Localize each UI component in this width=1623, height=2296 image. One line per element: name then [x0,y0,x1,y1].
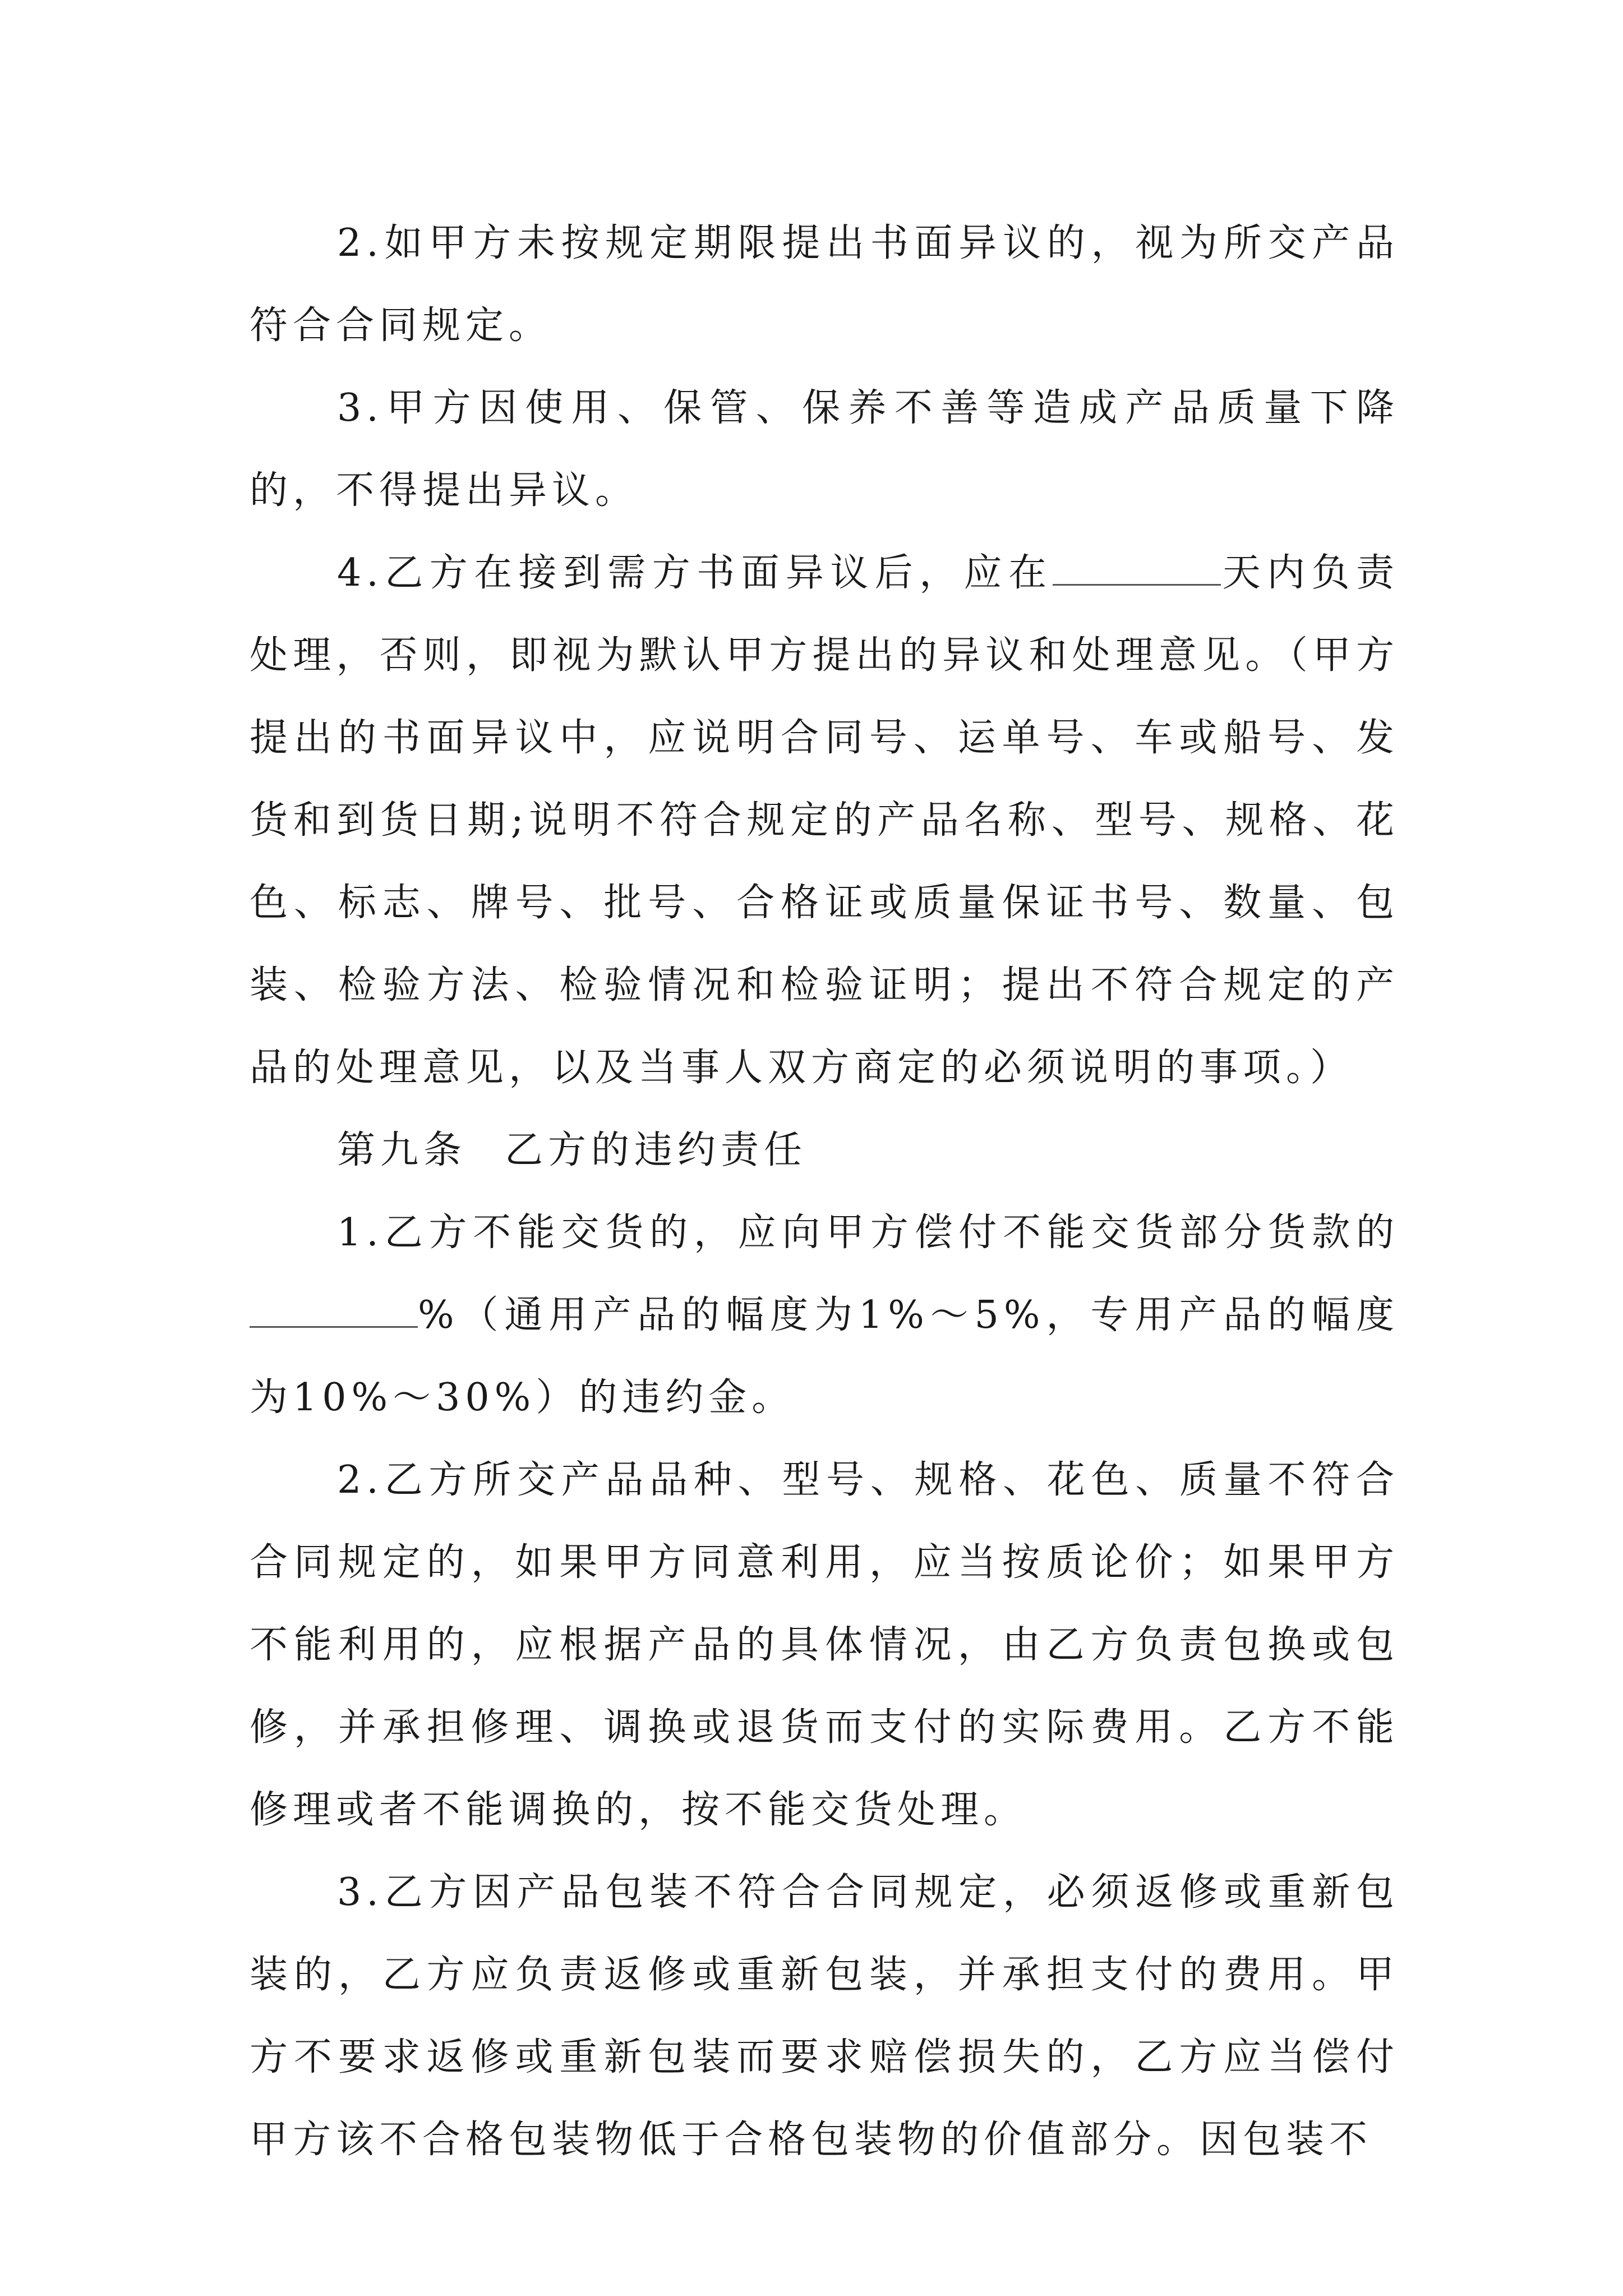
paragraph-objection-deadline: 2.如甲方未按规定期限提出书面异议的，视为所交产品符合合同规定。 [250,221,1399,348]
paragraph-nonconforming-product: 2.乙方所交产品品种、型号、规格、花色、质量不符合合同规定的，如果甲方同意利用，应当按质论价；如果甲方不能利用的，应根据产品的具体情况，由乙方负责包换或包修，并承担修理、调换或退货而支付的实际费用。乙方不能修理或者不能调换的，按不能交货处理。 [250,1458,1399,1832]
paragraph-text-part: 天内负责处理，否则，即视为默认甲方提出的异议和处理意见。（甲方提出的书面异议中，应说明合同号、运单号、车或船号、发货和到货日期;说明不符合规定的产品名称、型号、规格、花色、标志、牌号、批号、合格证或质量保证书号、数量、包装、检验方法、检验情况和检验证明；提出不符合规定的产品的处理意见，以及当事人双方商定的必须说明的事项。） [250,551,1399,1090]
paragraph-text-part: 4.乙方在接到需方书面异议后，应在 [337,551,1053,595]
article-title: 乙方的违约责任 [505,1128,808,1172]
article-number: 第九条 [337,1128,467,1172]
document-body [250,202,1399,2181]
paragraph-failure-to-deliver [250,1191,1399,1439]
paragraph-text-part: 1.乙方不能交货的，应向甲方偿付不能交货部分货款的 [337,1211,1399,1255]
paragraph-improper-use: 3.甲方因使用、保管、保养不善等造成产品质量下降的，不得提出异议。 [250,386,1399,513]
section-heading-article-9 [250,1109,1399,1191]
paragraph-text-part: %（通用产品的幅度为1%～5%，专用产品的幅度为10%～30%）的违约金。 [250,1293,1399,1420]
fill-in-blank-days [1053,546,1221,586]
paragraph-packaging: 3.乙方因产品包装不符合合同规定，必须返修或重新包装的，乙方应负责返修或重新包装，并承担支付的费用。甲方不要求返修或重新包装而要求赔偿损失的，乙方应当偿付甲方该不合格包装物低于合格包装物的价值部分。因包装不 [250,1870,1399,2162]
fill-in-blank-percentage [250,1288,418,1328]
paragraph-handling-objection [250,532,1399,1109]
